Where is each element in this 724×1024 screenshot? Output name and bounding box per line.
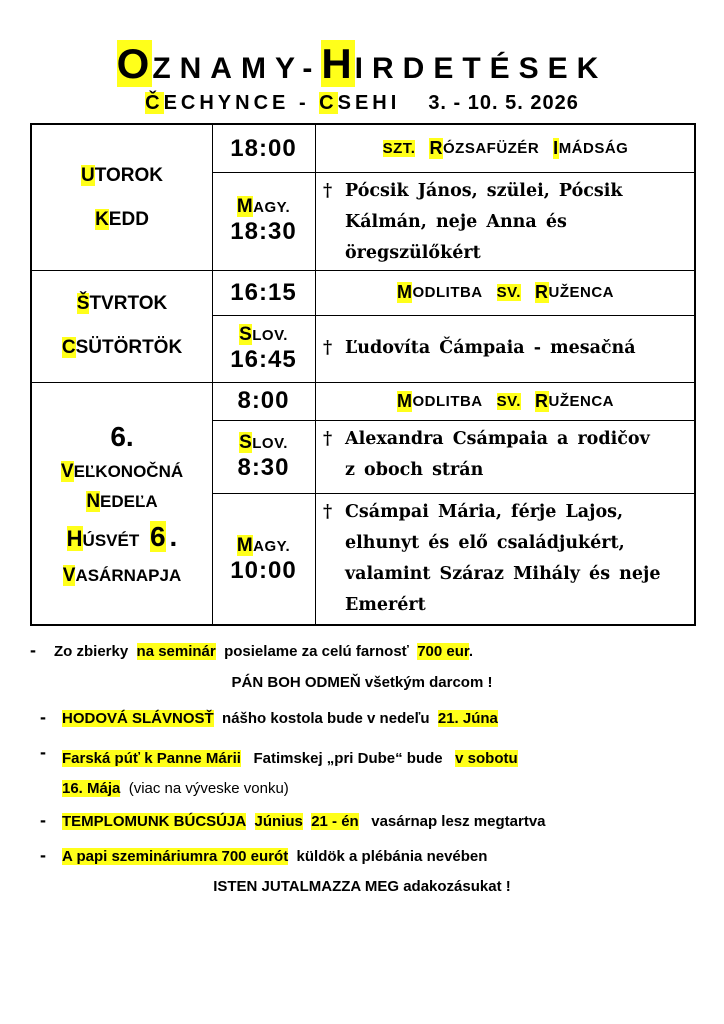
devotion-word: SV. (496, 392, 521, 410)
subtitle (0, 92, 724, 115)
intention-line: Ľudovíta Čámpaia - mesačná (345, 338, 636, 358)
note-bullet: - (40, 810, 46, 830)
intention-line: öregszülőkért (345, 243, 481, 263)
devotion-word: SV. (496, 284, 521, 301)
note-seminary-hu (62, 847, 702, 867)
mass-time (212, 493, 315, 626)
day-initial: H (66, 526, 83, 551)
sunday-number-dot: . (169, 521, 178, 552)
title-part-b: IRDETÉSEK (354, 52, 608, 85)
devotion-rosary-hu (315, 125, 696, 172)
mass-intention (315, 172, 696, 270)
day-name-sk: TVRTOK (89, 293, 168, 314)
day-initial: N (86, 491, 101, 512)
day-name-hu: ASÁRNAPJA (75, 566, 182, 585)
note-thanks-sk: PÁN BOH ODMEŇ všetkým darcom ! (231, 674, 493, 691)
devotion-initial: M (396, 390, 413, 411)
note-bullet: - (30, 640, 36, 660)
title-dash: - (302, 52, 322, 85)
note-highlight: na seminár (136, 643, 216, 660)
time-value: 16:15 (230, 278, 297, 306)
day-thursday (32, 270, 212, 382)
day-name-hu: ÚSVÉT (82, 531, 140, 550)
note-bullet: - (40, 845, 46, 865)
devotion-initial: R (535, 390, 549, 411)
day-initial: Š (76, 293, 90, 314)
language-initial: M (236, 534, 254, 556)
mass-time (212, 315, 315, 382)
devotion-word: UŽENCA (548, 392, 614, 410)
day-initial: K (95, 208, 109, 230)
note-highlight: 21 - én (311, 813, 359, 830)
subtitle-location-hu: SEHI (337, 92, 401, 114)
language-label: AGY. (253, 537, 291, 555)
intention-line: Kálmán, neje Anna és (345, 212, 567, 232)
devotion-initial: R (429, 138, 443, 158)
note-pilgrimage-sk (62, 744, 702, 804)
subtitle-initial-c1: Č (145, 92, 164, 114)
devotion-word: ODLITBA (412, 392, 483, 410)
intention-line: Emerért (345, 595, 426, 615)
time-value: 10:00 (230, 556, 297, 584)
day-initial: V (62, 565, 76, 586)
language-label: LOV. (252, 434, 288, 452)
note-text: (viac na výveske vonku) (128, 780, 289, 797)
note-feast-hu (62, 812, 702, 832)
intention-line: Alexandra Csámpaia a rodičov (345, 429, 650, 449)
note-text: küldök a plébánia nevében (296, 848, 488, 865)
title-initial-h: H (321, 40, 355, 87)
note-highlight: Farská púť k Panne Márii (62, 750, 241, 767)
cross-icon: † (323, 338, 333, 358)
time-value: 8:00 (237, 387, 290, 414)
note-highlight: 700 eur (417, 643, 469, 660)
mass-time (212, 270, 315, 315)
note-highlight: 21. Júna (437, 710, 498, 727)
note-highlight: TEMPLOMUNK BÚCSÚJA (62, 813, 247, 830)
devotion-word: UŽENCA (548, 284, 614, 301)
language-label: LOV. (252, 326, 288, 344)
mass-intention (315, 315, 696, 382)
note-highlight: v sobotu (455, 750, 518, 767)
language-label: AGY. (253, 199, 291, 216)
note-bullet: - (40, 707, 46, 727)
subtitle-dates: 3. - 10. 5. 2026 (428, 92, 579, 114)
devotion-word: SZT. (382, 140, 416, 157)
time-value: 16:45 (230, 345, 297, 373)
devotion-word: ODLITBA (412, 284, 483, 301)
mass-time (212, 420, 315, 493)
note-seminary-sk (54, 642, 704, 662)
subtitle-location-sk: ECHYNCE (163, 92, 290, 114)
cross-icon: † (323, 502, 333, 522)
mass-intention (315, 493, 696, 626)
note-thanks-hu: ISTEN JUTALMAZZA MEG adakozásukat ! (213, 878, 511, 895)
intention-line: z oboch strán (345, 460, 484, 480)
page-title (0, 40, 724, 88)
devotion-initial: I (553, 138, 559, 158)
intention-line: elhunyt és elő családjukért, (345, 533, 625, 553)
devotion-word: ÓZSAFÜZÉR (442, 140, 540, 157)
mass-time (212, 172, 315, 270)
day-initial: C (61, 337, 76, 358)
note-text: . (468, 643, 474, 660)
day-name-hu: EDD (108, 208, 149, 230)
devotion-rosary-sk (315, 382, 696, 420)
title-initial-o: O (116, 40, 153, 87)
cross-icon: † (323, 181, 333, 201)
day-tuesday (32, 125, 212, 270)
day-initial: V (60, 461, 74, 482)
note-text: Zo zbierky (54, 643, 129, 660)
note-highlight: HODOVÁ SLÁVNOSŤ (62, 710, 214, 727)
schedule-table (30, 123, 696, 626)
devotion-initial: M (396, 282, 413, 302)
subtitle-dash: - (298, 92, 310, 114)
intention-line: Pócsik János, szülei, Pócsik (345, 181, 623, 201)
day-name-sk: EĽKONOČNÁ (73, 462, 184, 481)
mass-time (212, 125, 315, 172)
day-sunday (32, 382, 212, 626)
mass-intention (315, 420, 696, 493)
time-value: 18:00 (230, 134, 297, 162)
note-text: nášho kostola bude v nedeľu (222, 710, 430, 727)
sunday-number: 6. (110, 421, 134, 452)
note-highlight: Június (254, 813, 303, 830)
time-value: 18:30 (230, 218, 297, 245)
note-feast-sk (62, 709, 702, 729)
day-name-hu: SÜTÖRTÖK (75, 337, 183, 358)
note-highlight: 16. Mája (62, 780, 121, 797)
cross-icon: † (323, 429, 333, 449)
subtitle-initial-c2: C (319, 92, 338, 114)
title-part-a: ZNAMY (152, 52, 303, 85)
devotion-rosary-sk (315, 270, 696, 315)
day-name-sk: EDEĽA (100, 492, 158, 511)
language-initial: M (236, 196, 254, 217)
note-bullet: - (40, 742, 46, 762)
note-text: Fatimskej „pri Dube“ bude (253, 750, 443, 767)
language-initial: S (239, 431, 253, 453)
note-text: vasárnap lesz megtartva (371, 813, 546, 830)
sunday-number-hu: 6 (149, 521, 166, 552)
devotion-word: MÁDSÁG (558, 140, 629, 157)
day-initial: U (81, 164, 95, 186)
language-initial: S (239, 323, 253, 345)
mass-time (212, 382, 315, 420)
intention-line: Csámpai Mária, férje Lajos, (345, 502, 624, 522)
day-name-sk: TOROK (94, 164, 163, 186)
time-value: 8:30 (237, 453, 290, 481)
note-highlight: A papi szemináriumra 700 eurót (62, 848, 289, 865)
intention-line: valamint Száraz Mihály és neje (345, 564, 661, 584)
devotion-initial: R (535, 282, 549, 302)
note-text: posielame za celú farnosť (224, 643, 409, 660)
